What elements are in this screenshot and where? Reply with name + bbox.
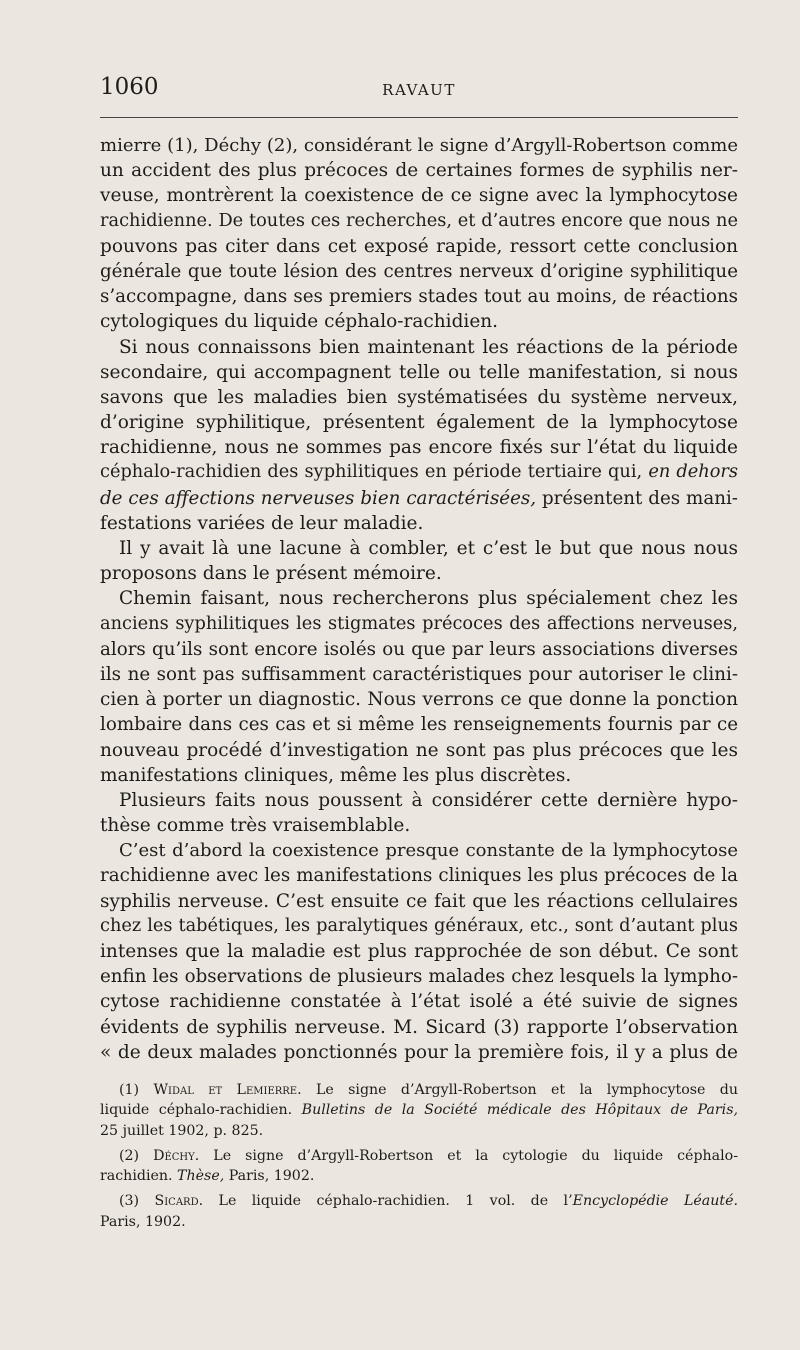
header-rule: [100, 117, 738, 118]
text-line: Plusieurs faits nous poussent à considérer cette dernière hypo-: [119, 789, 738, 811]
page-number: 1060: [100, 74, 159, 100]
italic-text: Encyclopédie Léauté.: [572, 1193, 738, 1210]
footnote-author: Déchy.: [153, 1147, 200, 1164]
text-line: secondaire, qui accompagnent telle ou telle manifestation, si nous: [100, 361, 738, 383]
footnote-number: (1): [119, 1082, 140, 1098]
text-line: savons que les maladies bien systématisées du système nerveux,: [100, 386, 738, 408]
text-line: proposons dans le présent mémoire.: [100, 563, 442, 585]
footnote-line: [100, 1100, 738, 1120]
text-line: veuse, montrèrent la coexistence de ce signe avec la lymphocytose: [100, 185, 738, 207]
text-line: [100, 486, 738, 511]
text-line: C’est d’abord la coexistence presque constante de la lymphocytose: [119, 840, 738, 862]
text-segment: rachidien.: [100, 1168, 173, 1185]
paragraph-1: [100, 133, 738, 335]
text-line: syphilis nerveuse. C’est ensuite ce fait que les réactions cellulaires: [100, 890, 738, 912]
text-segment: céphalo-rachidien des syphilitiques en période tertiaire qui,: [100, 462, 643, 483]
text-line: Il y avait là une lacune à combler, et c’est le but que nous nous: [119, 538, 738, 559]
text-line: Si nous connaissons bien maintenant les réactions de la période: [119, 336, 738, 358]
text-line: festations variées de leur maladie.: [100, 512, 424, 534]
footnote-line: 25 juillet 1902, p. 825.: [100, 1122, 264, 1139]
paragraph-3: [100, 536, 738, 586]
body-text: [100, 133, 738, 1065]
text-line: anciens syphilitiques les stigmates précoces des affections nerveuses,: [100, 613, 738, 634]
text-segment: présentent des mani-: [542, 487, 738, 509]
footnote-author: Widal et Lemierre.: [153, 1082, 302, 1098]
text-line: rachidienne, nous ne sommes pas encore fixés sur l’état du liquide: [100, 437, 738, 459]
text-line: rachidienne avec les manifestations cliniques les plus précoces de la: [100, 865, 738, 887]
footnote-2: [100, 1146, 738, 1187]
text-segment: Le signe d’Argyll-Robertson et la lymphocytose du: [315, 1082, 739, 1098]
text-line: évidents de syphilis nerveuse. M. Sicard (3) rapporte l’observation: [100, 1016, 738, 1038]
text-line: nouveau procédé d’investigation ne sont pas plus précoces que les: [100, 739, 738, 761]
paragraph-6: [100, 838, 738, 1065]
italic-text: Thèse,: [177, 1168, 225, 1185]
footnote-author: Sicard.: [154, 1193, 204, 1210]
text-line: chez les tabétiques, les paralytiques généraux, etc., sont d’autant plus: [100, 915, 738, 936]
footnote-line: [100, 1191, 738, 1211]
text-line: cien à porter un diagnostic. Nous verrons ce que donne la ponction: [100, 689, 738, 711]
text-line: mierre (1), Déchy (2), considérant le signe d’Argyll-Robertson comme: [100, 135, 738, 156]
text-line: générale que toute lésion des centres nerveux d’origine syphilitique: [100, 260, 738, 282]
text-line: lombaire dans ces cas et si même les renseignements fournis par ce: [100, 714, 738, 736]
italic-text: en dehors: [648, 462, 738, 483]
text-line: thèse comme très vraisemblable.: [100, 815, 411, 837]
text-line: Chemin faisant, nous rechercherons plus spécialement chez les: [119, 588, 738, 610]
footnote-3: [100, 1191, 738, 1232]
text-segment: Le signe d’Argyll-Robertson et la cytologie du liquide céphalo-: [213, 1147, 739, 1164]
footnote-1: [100, 1080, 738, 1141]
text-line: rachidienne. De toutes ces recherches, et d’autres encore que nous ne: [100, 210, 738, 231]
text-line: cytose rachidienne constatée à l’état isolé a été suivie de signes: [100, 991, 738, 1013]
footnote-line: [100, 1080, 738, 1100]
text-line: cytologiques du liquide céphalo-rachidien.: [100, 311, 499, 333]
text-line: d’origine syphilitique, présentent également de la lymphocytose: [100, 412, 738, 434]
text-line: s’accompagne, dans ses premiers stades tout au moins, de réactions: [100, 286, 738, 308]
text-segment: Le liquide céphalo-rachidien. 1 vol. de l’: [218, 1193, 573, 1210]
footnotes: [100, 1080, 738, 1232]
footnote-number: (2): [119, 1147, 140, 1164]
text-segment: liquide céphalo-rachidien.: [100, 1102, 293, 1119]
footnote-line: [100, 1166, 738, 1186]
running-head: RAVAUT: [382, 81, 456, 99]
footnote-line: Paris, 1902.: [100, 1213, 186, 1230]
page-header: [100, 74, 738, 104]
text-line: manifestations cliniques, même les plus discrètes.: [100, 764, 572, 786]
text-line: « de deux malades ponctionnés pour la première fois, il y a plus de: [100, 1041, 738, 1063]
text-line: enfin les observations de plusieurs malades chez lesquels la lympho-: [100, 966, 738, 988]
text-line: ils ne sont pas suffisamment caractéristiques pour autoriser le clini-: [100, 663, 738, 685]
footnote-line: [100, 1146, 738, 1166]
text-line: pouvons pas citer dans cet exposé rapide, ressort cette conclusion: [100, 235, 738, 257]
paragraph-5: [100, 788, 738, 838]
text-line: alors qu’ils sont encore isolés ou que par leurs associations diverses: [100, 638, 738, 660]
text-line: un accident des plus précoces de certaines formes de syphilis ner-: [100, 160, 738, 182]
paragraph-4: [100, 586, 738, 788]
paragraph-2: [100, 335, 738, 537]
text-line: [100, 460, 738, 485]
italic-text: de ces affections nerveuses bien caractérisées,: [100, 487, 537, 509]
text-segment: Paris, 1902.: [228, 1168, 315, 1185]
italic-text: Bulletins de la Société médicale des Hôpitaux de Paris,: [301, 1102, 738, 1119]
footnote-number: (3): [119, 1193, 140, 1210]
text-line: intenses que la maladie est plus rapprochée de son début. Ce sont: [100, 941, 738, 962]
